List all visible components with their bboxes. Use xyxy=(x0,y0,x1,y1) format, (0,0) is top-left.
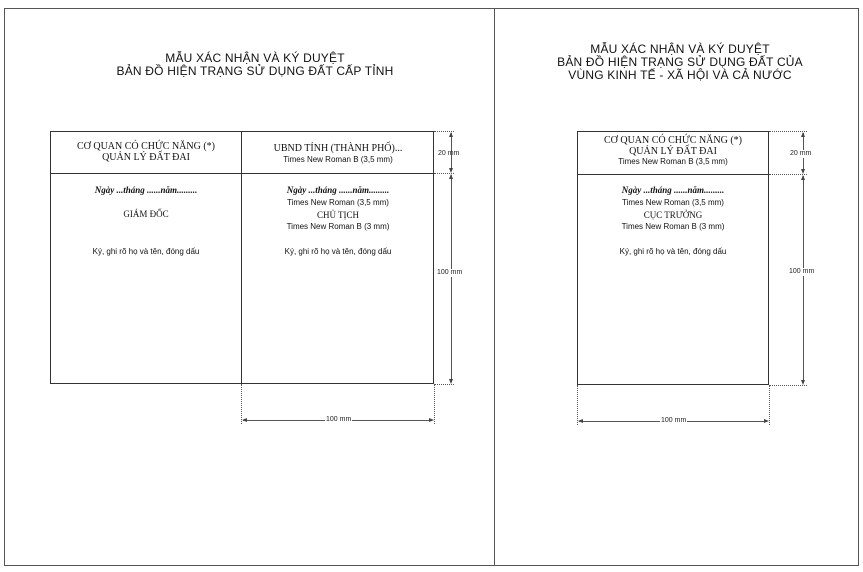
right-font-note2: Times New Roman B (3 mm) xyxy=(621,222,725,231)
left-dim-header-arrow-up xyxy=(449,132,453,137)
right-dim-body-arrow-down xyxy=(801,380,805,385)
right-dim-header-arrow-down xyxy=(801,169,805,174)
right-dim-guide-bottom xyxy=(769,385,807,386)
right-title xyxy=(520,43,840,82)
left-col1-date: Ngày ...tháng ......năm......... xyxy=(94,185,198,195)
left-dim-body-label: 100 mm xyxy=(437,269,463,276)
right-dim-width-arrow-right xyxy=(764,419,769,423)
left-title xyxy=(60,52,450,78)
left-dim-guide-bottom xyxy=(434,384,454,385)
right-date: Ngày ...tháng ......năm......... xyxy=(621,185,725,195)
right-header xyxy=(579,135,767,167)
left-dim-header-arrow-down xyxy=(449,168,453,173)
left-dim-width-arrow-left xyxy=(242,418,247,422)
right-signature-table xyxy=(577,131,769,385)
left-col2-sign-note: Ký, ghi rõ họ và tên, đóng dấu xyxy=(284,247,392,256)
left-header-divider xyxy=(50,173,434,174)
left-title-line2: BẢN ĐỒ HIỆN TRẠNG SỬ DỤNG ĐẤT CẤP TỈNH xyxy=(116,64,394,78)
right-dim-body-arrow-up xyxy=(801,175,805,180)
right-dim-width-arrow-left xyxy=(578,419,583,423)
left-col1-role: GIÁM ĐỐC xyxy=(123,209,169,219)
right-title-line3: VÙNG KINH TẾ - XÃ HỘI VÀ CẢ NƯỚC xyxy=(568,68,792,82)
right-header-line2: QUẢN LÝ ĐẤT ĐAI xyxy=(629,146,717,157)
left-dim-width-arrow-right xyxy=(429,418,434,422)
left-dim-body-line xyxy=(451,175,452,382)
left-dim-width-label: 100 mm xyxy=(326,416,352,423)
right-header-divider xyxy=(577,174,769,175)
left-column-divider xyxy=(241,131,242,384)
right-role: CỤC TRƯỞNG xyxy=(643,210,703,220)
left-dim-body-arrow-up xyxy=(449,174,453,179)
right-header-line3: Times New Roman B (3,5 mm) xyxy=(618,157,728,166)
left-signature-table xyxy=(50,131,434,384)
left-col2-header xyxy=(243,143,433,165)
right-title-line1: MẪU XÁC NHẬN VÀ KÝ DUYỆT xyxy=(590,42,770,56)
left-col2-date: Ngày ...tháng ......năm......... xyxy=(286,185,390,195)
right-dim-body-label: 100 mm xyxy=(789,268,815,275)
left-dim-guide-right xyxy=(434,384,435,424)
right-dim-width-label: 100 mm xyxy=(661,417,687,424)
right-dim-body-line xyxy=(803,176,804,383)
left-col1-header xyxy=(52,141,240,163)
left-dim-body-arrow-down xyxy=(449,379,453,384)
left-col2-header-line2: Times New Roman B (3,5 mm) xyxy=(283,155,393,164)
left-col2-role: CHỦ TỊCH xyxy=(316,210,360,220)
right-font-note1: Times New Roman (3,5 mm) xyxy=(622,198,724,207)
left-col1-sign-note: Ký, ghi rõ họ và tên, đóng dấu xyxy=(92,247,200,256)
left-col2-font-note2: Times New Roman B (3 mm) xyxy=(286,222,390,231)
left-title-line1: MẪU XÁC NHẬN VÀ KÝ DUYỆT xyxy=(165,51,345,65)
right-dim-header-label: 20 mm xyxy=(790,150,812,157)
right-dim-header-arrow-up xyxy=(801,132,805,137)
right-sign-note: Ký, ghi rõ họ và tên, đóng dấu xyxy=(619,247,727,256)
left-col1-header-line2: QUẢN LÝ ĐẤT ĐAI xyxy=(102,152,190,163)
right-header-line1: CƠ QUAN CÓ CHỨC NĂNG (*) xyxy=(603,135,743,146)
left-dim-header-label: 20 mm xyxy=(438,150,460,157)
left-col1-header-line1: CƠ QUAN CÓ CHỨC NĂNG (*) xyxy=(76,141,216,152)
right-title-line2: BẢN ĐỒ HIỆN TRẠNG SỬ DỤNG ĐẤT CỦA xyxy=(557,55,803,69)
left-col2-header-line1: UBND TỈNH (THÀNH PHỐ)... xyxy=(273,143,403,154)
right-dim-guide-right xyxy=(769,385,770,425)
left-col2-font-note1: Times New Roman (3,5 mm) xyxy=(287,198,389,207)
